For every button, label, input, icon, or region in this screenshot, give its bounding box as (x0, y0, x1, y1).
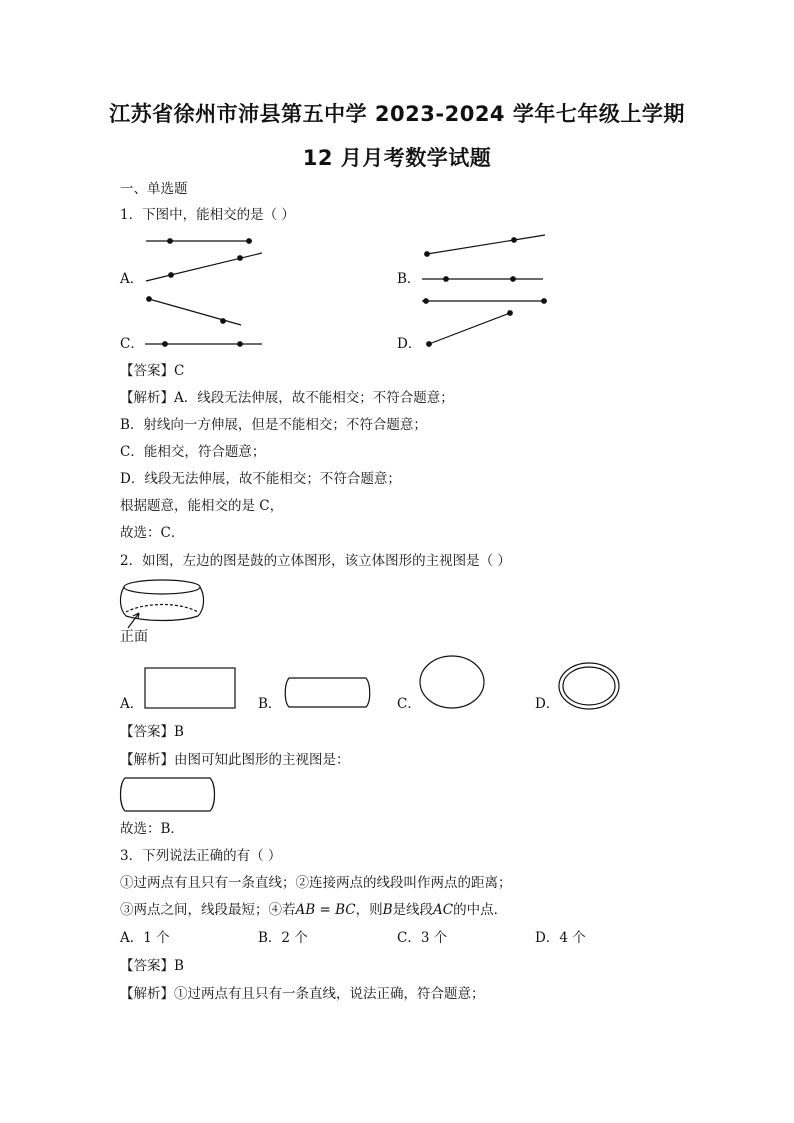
q1-analysis-1: 【解析】A．线段无法伸展，故不能相交；不符合题意； (120, 390, 454, 406)
q2-front-label: 正面 (120, 629, 148, 645)
q1-figure-d (422, 299, 547, 347)
q2-option-d-shape (559, 663, 619, 709)
q2-answer: 【答案】B (120, 724, 184, 740)
q3-option-a: A．1 个 (120, 930, 170, 946)
page-subtitle: 12 月月考数学试题 (302, 146, 492, 170)
q2-stem: 2．如图，左边的图是鼓的立体图形，该立体图形的主视图是（ ） (120, 553, 511, 569)
q2-option-a: A． (120, 696, 144, 712)
q2-drum-figure (120, 580, 203, 628)
q1-option-c: C． (120, 336, 144, 352)
q3-option-d: D．4 个 (535, 930, 586, 946)
q1-answer: 【答案】C (120, 363, 185, 379)
q1-option-b: B． (397, 271, 421, 287)
q1-analysis-3: C．能相交，符合题意； (120, 444, 266, 460)
q3-option-c: C．3 个 (397, 930, 448, 946)
q1-analysis-2: B．射线向一方伸展，但是不能相交；不符合题意； (120, 417, 427, 433)
section-heading: 一、单选题 (120, 181, 188, 197)
q1-option-d: D． (397, 336, 422, 352)
q1-analysis-4: D．线段无法伸展，故不能相交；不符合题意； (120, 471, 401, 487)
q2-option-c-shape (420, 656, 484, 708)
q3-stem: 3．下列说法正确的有（ ） (120, 848, 282, 864)
q2-option-a-shape (145, 668, 235, 708)
q2-conclusion: 故选：B． (120, 821, 184, 837)
q3-option-b: B．2 个 (258, 930, 308, 946)
q1-stem: 1．下图中，能相交的是（ ） (120, 207, 295, 223)
q2-analysis: 【解析】由图可知此图形的主视图是： (120, 752, 350, 768)
q1-figure-a (146, 239, 262, 281)
q1-analysis-6: 故选：C． (120, 525, 185, 541)
q2-option-c: C． (397, 696, 421, 712)
q2-option-b-shape (285, 678, 370, 707)
q1-option-a: A． (120, 271, 144, 287)
q2-option-d: D． (535, 696, 560, 712)
q2-answer-shape (121, 778, 215, 811)
q3-statement-2: ③两点之间，线段最短；④若AB = BC，则B是线段AC的中点． (120, 902, 508, 918)
q2-option-b: B． (258, 696, 282, 712)
page-title: 江苏省徐州市沛县第五中学 2023-2024 学年七年级上学期 (109, 102, 685, 126)
q3-answer: 【答案】B (120, 958, 184, 974)
q1-figure-c (145, 297, 262, 347)
q1-figure-b (422, 235, 545, 281)
q3-statement-1: ①过两点有且只有一条直线；②连接两点的线段叫作两点的距离； (120, 875, 512, 891)
q3-analysis: 【解析】①过两点有且只有一条直线，说法正确，符合题意； (120, 986, 485, 1002)
q1-analysis-5: 根据题意，能相交的是 C， (120, 498, 284, 514)
